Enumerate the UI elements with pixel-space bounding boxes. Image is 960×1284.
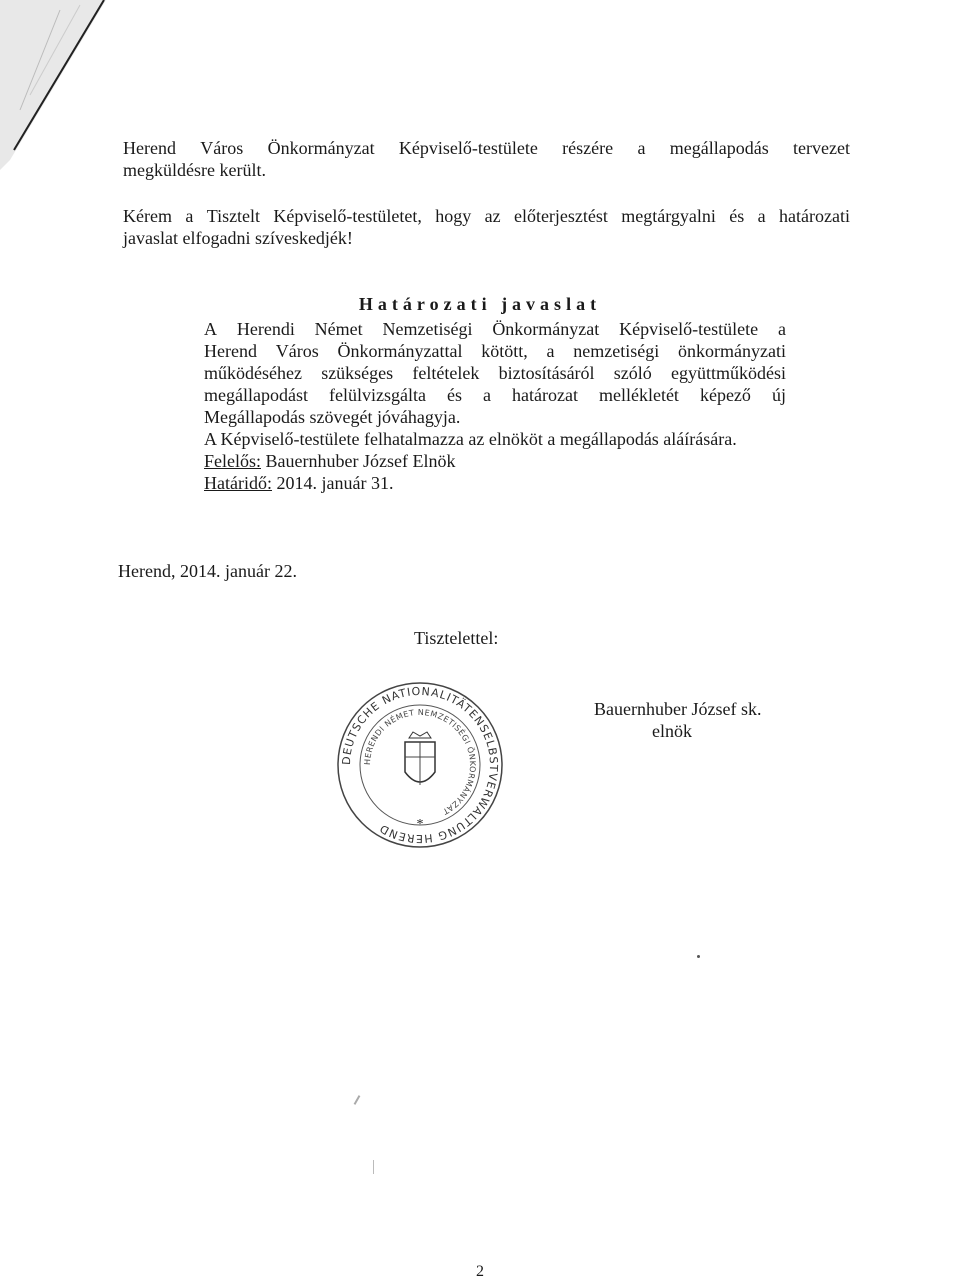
signer-title: elnök — [652, 721, 692, 741]
word: szóló — [613, 363, 652, 383]
coat-of-arms-icon — [405, 732, 435, 785]
word: Város — [200, 138, 244, 158]
word: Nemzetiségi — [382, 319, 473, 339]
word: Önkormányzat — [267, 138, 375, 158]
scan-speck — [697, 955, 700, 958]
word: előterjesztést — [513, 206, 608, 226]
word: a — [546, 341, 555, 361]
word: szükséges — [321, 363, 394, 383]
word: A — [204, 319, 217, 339]
star-icon: * — [416, 817, 424, 832]
word: határozat — [512, 385, 578, 405]
word: tervezet — [793, 138, 850, 158]
official-stamp — [335, 680, 505, 850]
word: hogy — [435, 206, 472, 226]
signer-name: Bauernhuber József sk. — [594, 699, 762, 719]
word: Herend — [204, 341, 257, 361]
closing-salutation: Tisztelettel: — [414, 628, 499, 648]
deadline-label: Határidő: — [204, 473, 272, 493]
word: megállapodás — [669, 138, 769, 158]
word: a — [777, 319, 786, 339]
resolution-line-1 — [204, 318, 786, 340]
word: együttműködési — [671, 363, 786, 383]
word: megtárgyalni — [621, 206, 716, 226]
word: Kérem — [123, 206, 172, 226]
intro-line-1 — [123, 137, 850, 159]
word: Német — [314, 319, 363, 339]
deadline-value: 2014. január 31. — [271, 473, 394, 493]
page-number: 2 — [476, 1263, 484, 1280]
stamp-inner-text: HERENDI NÉMET NEMZETISÉGI ÖNKORMÁNYZAT — [362, 707, 478, 817]
word: Képviselő-testülete — [398, 138, 538, 158]
resolution-line-6: A Képviselő-testülete felhatalmazza az elnököt a megállapodás aláírására. — [204, 429, 737, 449]
word: megállapodást — [204, 385, 308, 405]
word: és — [729, 206, 745, 226]
word: részére — [562, 138, 614, 158]
word: képező — [699, 385, 751, 405]
word: mellékletét — [598, 385, 679, 405]
resolution-line-3 — [204, 362, 786, 384]
word: új — [771, 385, 786, 405]
resolution-title: Határozati javaslat — [358, 294, 602, 314]
photocopy-edge-artifact — [0, 0, 120, 170]
scan-speck — [354, 1095, 361, 1105]
word: az — [484, 206, 501, 226]
word: a — [482, 385, 491, 405]
word: Önkormányzattal — [337, 341, 463, 361]
intro-line-3 — [123, 205, 850, 227]
word: Herend — [123, 138, 176, 158]
word: működéséhez — [204, 363, 302, 383]
word: Herendi — [236, 319, 295, 339]
scan-speck — [373, 1160, 374, 1174]
word: nemzetiségi — [573, 341, 660, 361]
word: biztosításáról — [498, 363, 595, 383]
intro-line-4: javaslat elfogadni szíveskedjék! — [123, 228, 353, 248]
word: önkormányzati — [678, 341, 786, 361]
word: a — [757, 206, 766, 226]
place-date: Herend, 2014. január 22. — [118, 561, 297, 581]
word: felülvizsgálta — [328, 385, 426, 405]
resolution-line-5: Megállapodás szövegét jóváhagyja. — [204, 407, 461, 427]
word: kötött, — [481, 341, 528, 361]
word: Város — [275, 341, 319, 361]
intro-line-2: megküldésre került. — [123, 160, 266, 180]
resolution-line-4 — [204, 384, 786, 406]
word: Képviselő-testületet, — [273, 206, 422, 226]
word: Önkormányzat — [492, 319, 600, 339]
resolution-line-2 — [204, 340, 786, 362]
deadline-line — [204, 472, 393, 494]
responsible-label: Felelős: — [204, 451, 261, 471]
word: Tisztelt — [206, 206, 261, 226]
word: Képviselő-testülete — [619, 319, 759, 339]
word: határozati — [779, 206, 850, 226]
responsible-line — [204, 450, 455, 472]
word: feltételek — [412, 363, 480, 383]
word: a — [637, 138, 646, 158]
word: és — [446, 385, 462, 405]
word: a — [185, 206, 194, 226]
responsible-value: Bauernhuber József Elnök — [261, 451, 456, 471]
stamp-outer-text: DEUTSCHE NATIONALITÄTENSELBSTVERWALTUNG HEREND — [339, 684, 501, 846]
